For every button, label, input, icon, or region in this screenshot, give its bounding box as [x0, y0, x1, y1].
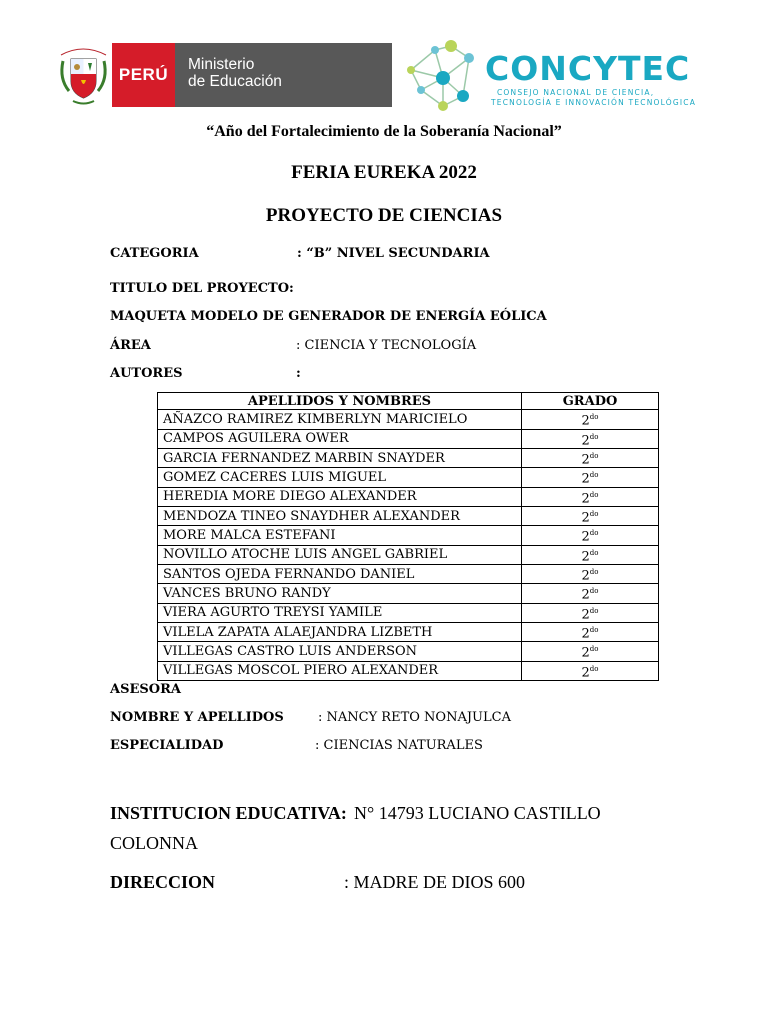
concytec-name: CONCYTEC — [485, 49, 691, 88]
author-name-cell: VILLEGAS CASTRO LUIS ANDERSON — [158, 642, 522, 661]
author-name-cell: HEREDIA MORE DIEGO ALEXANDER — [158, 487, 522, 506]
grade-suffix: do — [589, 490, 599, 499]
author-name-cell: GOMEZ CACERES LUIS MIGUEL — [158, 468, 522, 487]
grade-number: 2 — [581, 491, 590, 507]
grade-number: 2 — [581, 452, 590, 468]
area-value: : CIENCIA Y TECNOLOGÍA — [296, 338, 477, 353]
authors-table-body — [158, 410, 659, 681]
grade-suffix: do — [589, 529, 599, 538]
author-name-cell: CAMPOS AGUILERA OWER — [158, 429, 522, 448]
table-row — [158, 429, 659, 448]
grade-number: 2 — [581, 626, 590, 642]
ministry-line-1: Ministerio — [188, 56, 255, 73]
titulo-value: MAQUETA MODELO DE GENERADOR DE ENERGÍA EÓLICA — [110, 309, 547, 324]
grade-number: 2 — [581, 413, 590, 429]
especialidad-label: ESPECIALIDAD — [110, 738, 224, 753]
titulo-label: TITULO DEL PROYECTO: — [110, 281, 294, 296]
fair-title: FERIA EUREKA 2022 — [291, 162, 477, 183]
grade-suffix: do — [589, 568, 599, 577]
year-motto: “Año del Fortalecimiento de la Soberanía Nacional” — [206, 123, 562, 140]
table-row — [158, 642, 659, 661]
author-name-cell: NOVILLO ATOCHE LUIS ANGEL GABRIEL — [158, 545, 522, 564]
ministerio-educacion-logo — [55, 43, 392, 107]
grade-number: 2 — [581, 433, 590, 449]
table-header-row — [158, 393, 659, 410]
asesora-name-value: : NANCY RETO NONAJULCA — [318, 710, 511, 725]
table-row — [158, 526, 659, 545]
grade-suffix: do — [589, 471, 599, 480]
table-row — [158, 487, 659, 506]
table-row — [158, 468, 659, 487]
author-grade-cell — [522, 410, 659, 429]
project-subtitle: PROYECTO DE CIENCIAS — [265, 205, 503, 226]
autores-colon: : — [296, 366, 301, 381]
grade-suffix: do — [589, 587, 599, 596]
author-name-cell: VIERA AGURTO TREYSI YAMILE — [158, 603, 522, 622]
author-name-cell: MORE MALCA ESTEFANI — [158, 526, 522, 545]
grade-number: 2 — [581, 568, 590, 584]
author-grade-cell — [522, 545, 659, 564]
author-grade-cell — [522, 468, 659, 487]
institution-label: INSTITUCION EDUCATIVA: — [110, 803, 347, 823]
table-row — [158, 661, 659, 680]
asesora-name-label: NOMBRE Y APELLIDOS — [110, 710, 284, 725]
grade-number: 2 — [581, 529, 590, 545]
author-grade-cell — [522, 661, 659, 680]
ministry-line-2: de Educación — [188, 73, 282, 90]
grade-number: 2 — [581, 549, 590, 565]
column-header-names: APELLIDOS Y NOMBRES — [158, 393, 522, 410]
grade-number: 2 — [581, 471, 590, 487]
area-label: ÁREA — [110, 338, 151, 353]
direccion-label: DIRECCION — [110, 872, 216, 892]
grade-suffix: do — [589, 548, 599, 557]
ministry-name — [175, 43, 392, 107]
author-name-cell: SANTOS OJEDA FERNANDO DANIEL — [158, 565, 522, 584]
author-grade-cell — [522, 487, 659, 506]
grade-suffix: do — [589, 432, 599, 441]
table-row — [158, 584, 659, 603]
author-grade-cell — [522, 642, 659, 661]
table-row — [158, 603, 659, 622]
grade-number: 2 — [581, 510, 590, 526]
table-row — [158, 507, 659, 526]
author-grade-cell — [522, 603, 659, 622]
grade-suffix: do — [589, 452, 599, 461]
grade-suffix: do — [589, 626, 599, 634]
table-row — [158, 410, 659, 429]
table-row — [158, 623, 659, 642]
author-grade-cell — [522, 449, 659, 468]
asesora-heading: ASESORA — [110, 682, 181, 697]
grade-suffix: do — [589, 645, 599, 654]
grade-suffix: do — [589, 664, 599, 673]
author-name-cell: VILELA ZAPATA ALAEJANDRA LIZBETH — [158, 623, 522, 642]
table-row — [158, 565, 659, 584]
table-row — [158, 449, 659, 468]
grade-suffix: do — [589, 413, 599, 422]
author-name-cell: GARCIA FERNANDEZ MARBIN SNAYDER — [158, 449, 522, 468]
author-grade-cell — [522, 565, 659, 584]
grade-number: 2 — [581, 607, 590, 622]
author-grade-cell — [522, 623, 659, 642]
categoria-value: : “B” NIVEL SECUNDARIA — [297, 246, 490, 261]
author-name-cell: MENDOZA TINEO SNAYDHER ALEXANDER — [158, 507, 522, 526]
grade-number: 2 — [581, 587, 590, 603]
institution-value-line-1: N° 14793 LUCIANO CASTILLO — [354, 803, 601, 823]
author-grade-cell — [522, 429, 659, 448]
grade-number: 2 — [581, 645, 590, 661]
authors-table — [157, 392, 659, 681]
direccion-value: : MADRE DE DIOS 600 — [344, 872, 526, 892]
peru-coat-of-arms-icon — [55, 43, 112, 107]
author-name-cell: VANCES BRUNO RANDY — [158, 584, 522, 603]
author-grade-cell — [522, 526, 659, 545]
concytec-subtitle-1: CONSEJO NACIONAL DE CIENCIA, — [497, 88, 655, 97]
autores-label: AUTORES — [110, 366, 183, 381]
table-row — [158, 545, 659, 564]
peru-label: PERÚ — [112, 43, 175, 107]
categoria-label: CATEGORIA — [110, 246, 199, 261]
especialidad-value: : CIENCIAS NATURALES — [315, 738, 483, 753]
author-name-cell: AÑAZCO RAMIREZ KIMBERLYN MARICIELO — [158, 410, 522, 429]
institution-value-line-2: COLONNA — [110, 833, 198, 853]
grade-suffix: do — [589, 510, 599, 519]
grade-number: 2 — [581, 664, 590, 680]
author-grade-cell — [522, 584, 659, 603]
column-header-grade: GRADO — [522, 393, 659, 410]
grade-suffix: do — [589, 606, 599, 615]
author-name-cell: VILLEGAS MOSCOL PIERO ALEXANDER — [158, 661, 522, 680]
author-grade-cell — [522, 507, 659, 526]
concytec-subtitle-2: TECNOLOGÍA E INNOVACIÓN TECNOLÓGICA — [491, 98, 697, 107]
